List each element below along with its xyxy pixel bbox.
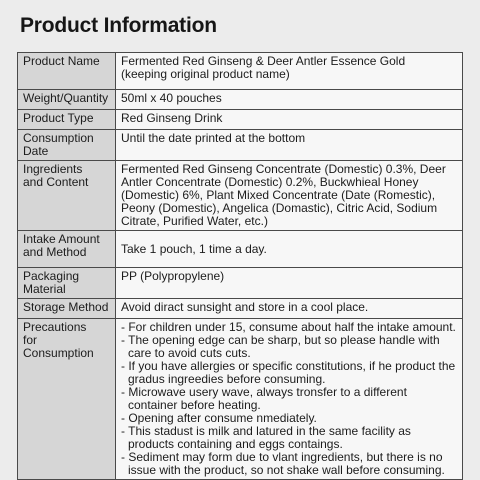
table-row bbox=[18, 299, 463, 319]
row-value-text: 50ml x 40 pouches bbox=[121, 91, 222, 105]
row-label bbox=[18, 90, 116, 110]
row-label-text: Weight/Quantity bbox=[23, 91, 109, 105]
row-label bbox=[18, 319, 116, 480]
row-label-text: Packaging Material bbox=[23, 269, 80, 296]
row-label-text: Product Name bbox=[23, 54, 100, 68]
table-row bbox=[18, 130, 463, 161]
precautions-list bbox=[121, 321, 456, 477]
product-info-table bbox=[17, 52, 463, 480]
page-title: Product Information bbox=[20, 14, 217, 37]
table-row bbox=[18, 110, 463, 130]
row-value bbox=[116, 90, 463, 110]
row-value-text: Fermented Red Ginseng Concentrate (Domestic) 0.3%, Deer Antler Concentrate (Domestic) 0.2%, Buckwhieal Honey (Domestic) 6%, Plant Mixed Concentrate (Date (Romestic), Peony (Domestic), Angelica (Domastic), Citric Acid, Sodium Citrate, Purified Water, etc.) bbox=[121, 162, 446, 228]
row-value-text: Take 1 pouch, 1 time a day. bbox=[121, 241, 267, 256]
list-item: - The opening edge can be sharp, but so please handle with care to avoid cuts cuts. bbox=[121, 334, 456, 360]
row-value-text: Red Ginseng Drink bbox=[121, 111, 223, 125]
list-item: - For children under 15, consume about half the intake amount. bbox=[121, 321, 456, 334]
row-label-text: Precautions for Consumption bbox=[23, 320, 94, 360]
row-label-text: Consumption Date bbox=[23, 131, 94, 158]
row-value bbox=[116, 130, 463, 161]
row-value-text: Until the date printed at the bottom bbox=[121, 131, 306, 145]
row-value bbox=[116, 161, 463, 231]
table-row bbox=[18, 161, 463, 231]
list-item: - Sediment may form due to vlant ingredients, but there is no issue with the product, so not shake wall before consuming. bbox=[121, 451, 456, 477]
row-label bbox=[18, 130, 116, 161]
list-item: - Opening after consume nmediately. bbox=[121, 412, 456, 425]
table-row bbox=[18, 53, 463, 90]
row-label bbox=[18, 231, 116, 268]
row-label-text: Product Type bbox=[23, 111, 94, 125]
row-value bbox=[116, 299, 463, 319]
row-value-text: Avoid diract sunsight and store in a cool place. bbox=[121, 300, 369, 314]
list-item: - Microwave usery wave, always tronsfer to a different container before heating. bbox=[121, 386, 456, 412]
row-value bbox=[116, 53, 463, 90]
row-label bbox=[18, 268, 116, 299]
row-value bbox=[116, 231, 463, 268]
table-row bbox=[18, 90, 463, 110]
list-item: - If you have allergies or specific constitutions, if he product the gradus ingreedies before consuming. bbox=[121, 360, 456, 386]
row-value bbox=[116, 268, 463, 299]
table-row bbox=[18, 231, 463, 268]
row-label-text: Intake Amount and Method bbox=[23, 232, 100, 259]
row-label bbox=[18, 110, 116, 130]
table-row bbox=[18, 319, 463, 480]
row-label bbox=[18, 53, 116, 90]
row-label-text: Ingredients and Content bbox=[23, 162, 89, 189]
list-item: - This stadust is milk and latured in the same facility as products containing and eggs contaings. bbox=[121, 425, 456, 451]
row-label bbox=[18, 161, 116, 231]
row-value-text: Fermented Red Ginseng & Deer Antler Essence Gold (keeping original product name) bbox=[121, 54, 406, 81]
row-label-text: Storage Method bbox=[23, 300, 109, 314]
row-value-text: PP (Polypropylene) bbox=[121, 269, 225, 283]
table-row bbox=[18, 268, 463, 299]
row-label bbox=[18, 299, 116, 319]
row-value bbox=[116, 110, 463, 130]
row-value bbox=[116, 319, 463, 480]
